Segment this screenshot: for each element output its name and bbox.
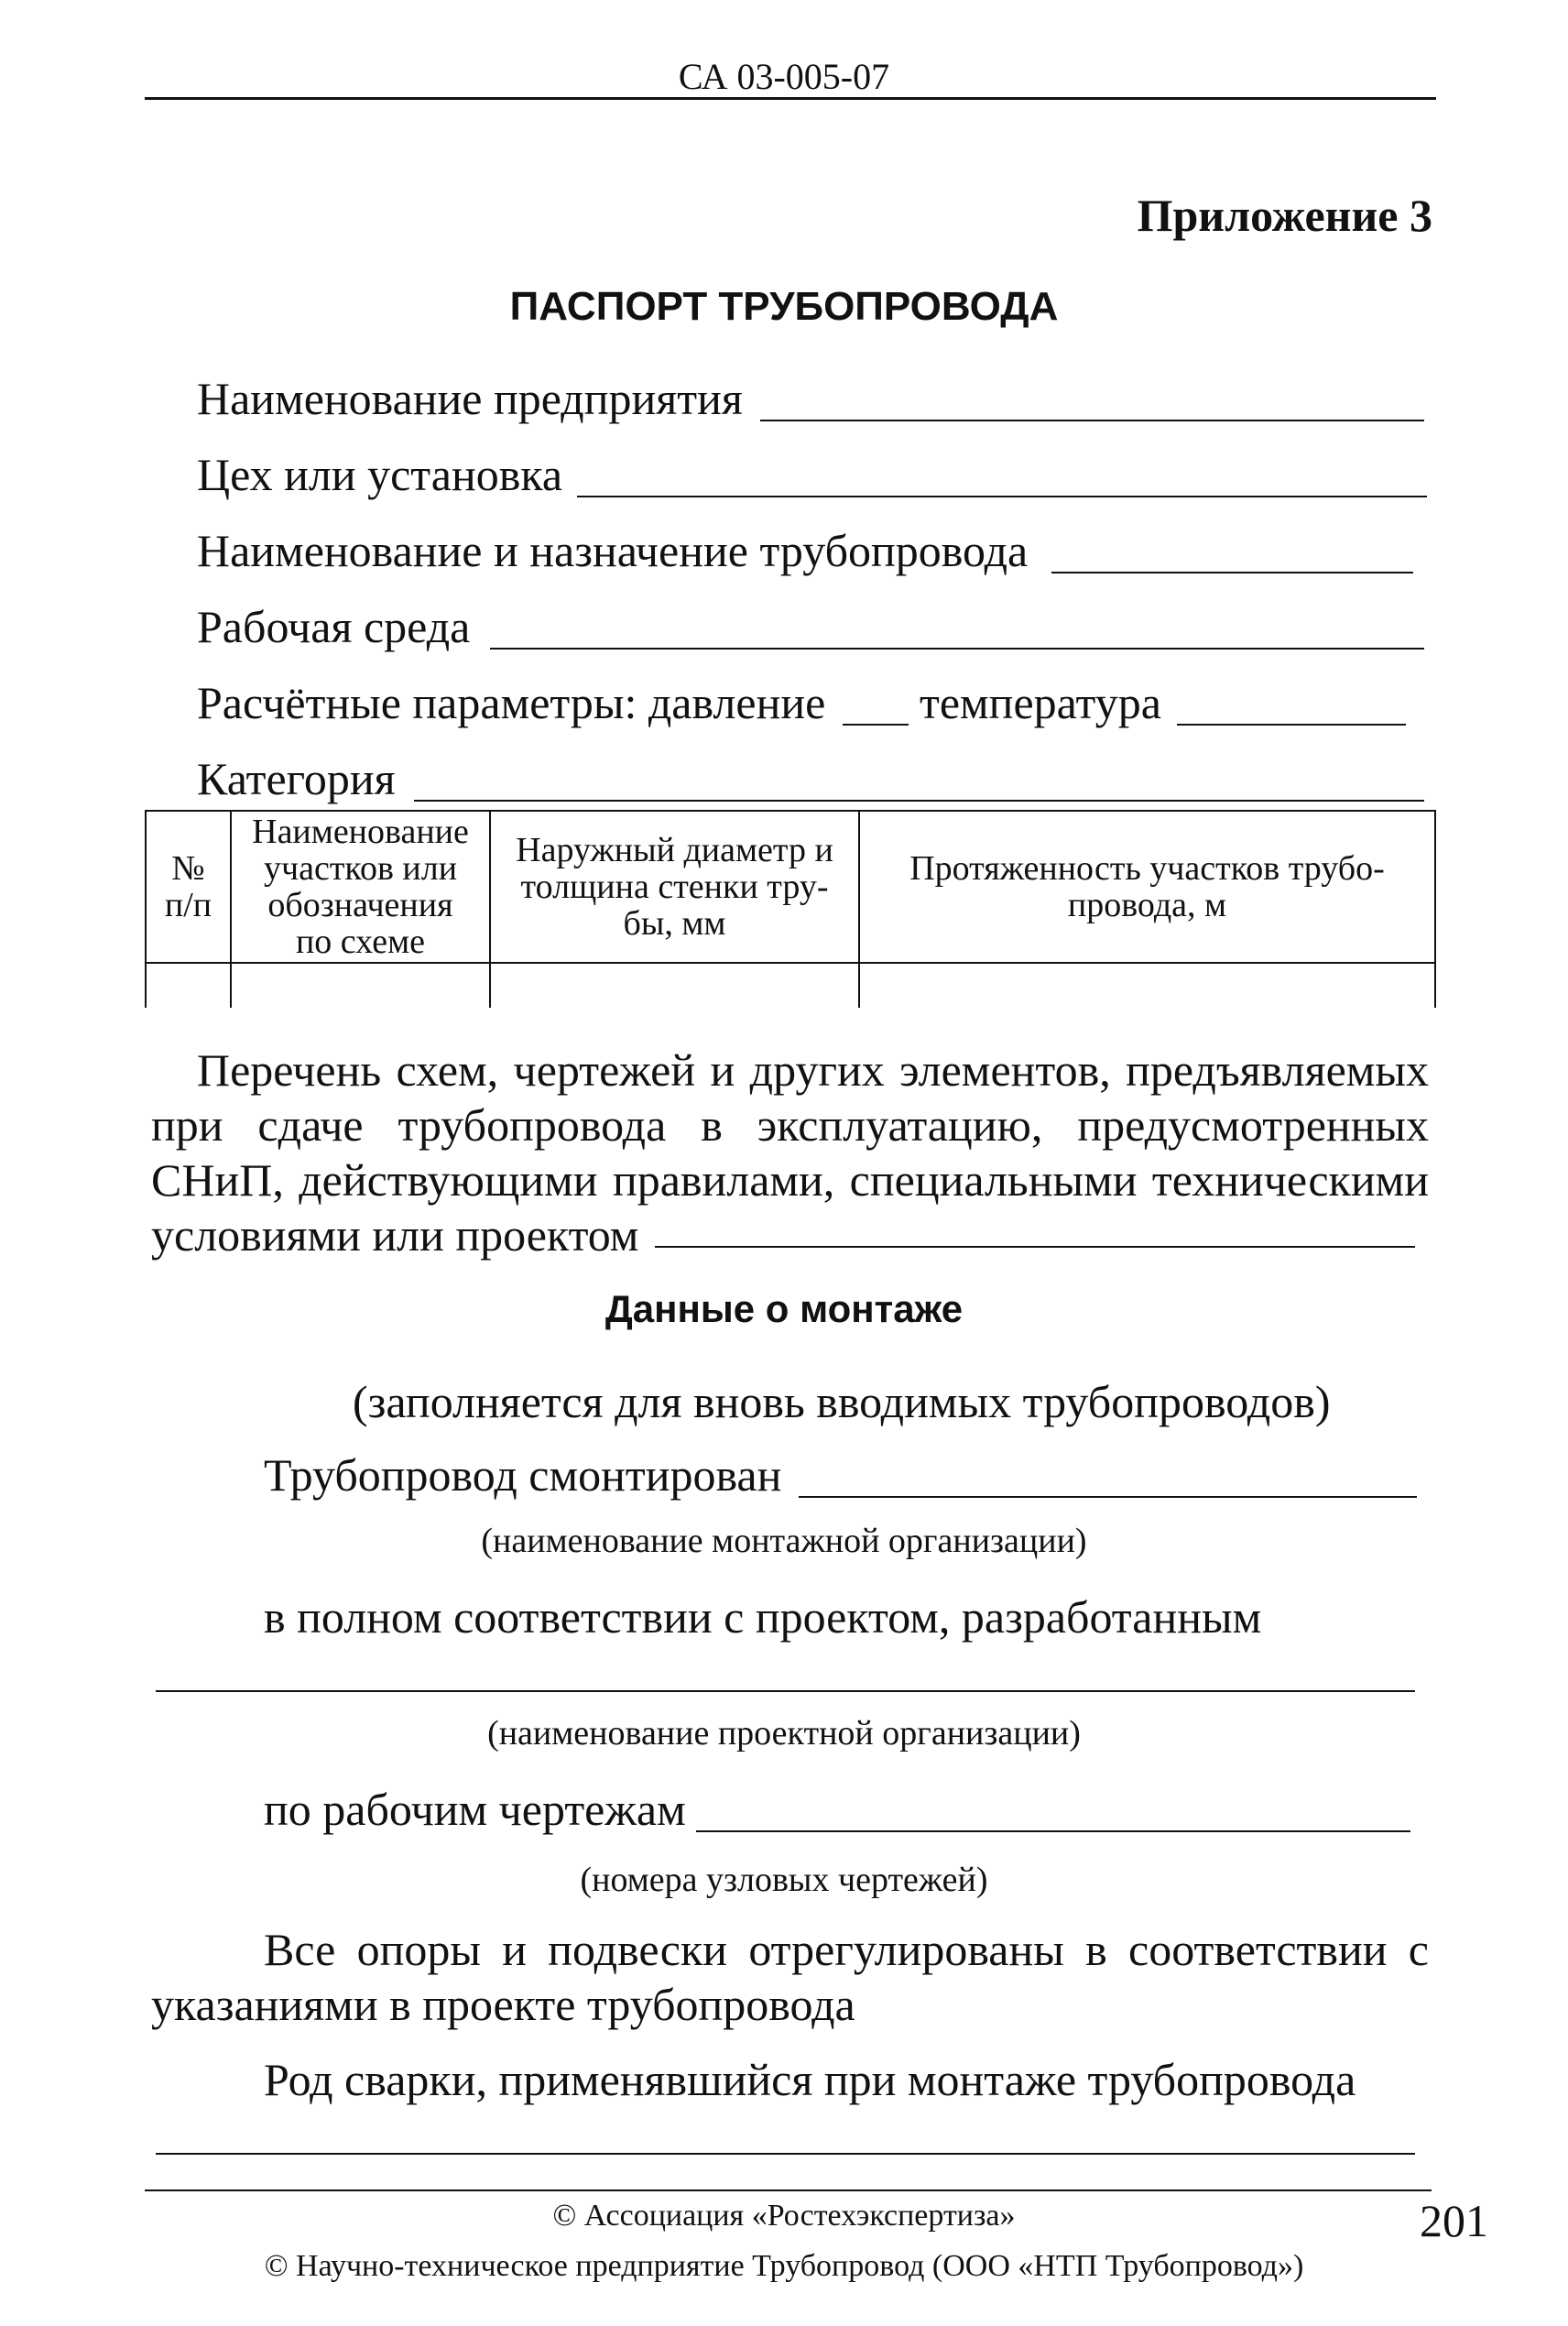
table-header-number: № п/п bbox=[146, 811, 231, 963]
field-pipeline-label: Наименование и назначение трубопровода bbox=[197, 525, 1029, 576]
field-workshop-line[interactable] bbox=[577, 496, 1427, 497]
table-header-section-name: Наименование участков или обозначения по схеме bbox=[231, 811, 490, 963]
field-enterprise-label: Наименование предприятия bbox=[197, 373, 743, 424]
pipeline-sections-table bbox=[145, 810, 1436, 1008]
field-medium-line[interactable] bbox=[490, 648, 1424, 650]
welding-text: Род сварки, применявшийся при монтаже трубопровода bbox=[264, 2054, 1356, 2105]
documents-fill-line[interactable] bbox=[655, 1246, 1415, 1248]
mounted-by-line[interactable] bbox=[799, 1496, 1417, 1498]
drawings-label: по рабочим чертежам bbox=[264, 1784, 686, 1835]
copyright-association: © Ассоциация «Ростехэкспертиза» bbox=[552, 2199, 1016, 2233]
documents-paragraph bbox=[151, 1043, 1429, 1262]
table-cell[interactable] bbox=[231, 963, 490, 1008]
project-caption: (наименование проектной организации) bbox=[487, 1714, 1081, 1753]
field-params-label: Расчётные параметры: давление bbox=[197, 677, 826, 728]
appendix-label: Приложение 3 bbox=[1137, 190, 1432, 241]
drawings-caption: (номера узловых чертежей) bbox=[580, 1861, 988, 1899]
installation-note: (заполняется для вновь вводимых трубопроводов) bbox=[353, 1376, 1331, 1427]
paragraph-line: при сдаче трубопровода в эксплуатацию, предусмотренных bbox=[151, 1099, 1429, 1151]
table-header-row bbox=[146, 811, 1435, 963]
project-org-line[interactable] bbox=[156, 1690, 1415, 1692]
page-number: 201 bbox=[1420, 2195, 1488, 2246]
paragraph-line: СНиП, действующими правилами, специальными техническими bbox=[151, 1154, 1429, 1206]
field-temperature-label: температура bbox=[920, 677, 1161, 728]
field-enterprise-line[interactable] bbox=[760, 420, 1424, 421]
table-cell[interactable] bbox=[490, 963, 859, 1008]
supports-paragraph bbox=[151, 1922, 1429, 2032]
paragraph-line: указаниями в проекте трубопровода bbox=[151, 1979, 855, 2030]
mounted-by-label: Трубопровод смонтирован bbox=[264, 1449, 782, 1501]
mounted-by-caption: (наименование монтажной организации) bbox=[481, 1522, 1087, 1560]
paragraph-line: Перечень схем, чертежей и других элементов, предъявляемых bbox=[197, 1044, 1429, 1096]
field-category-line[interactable] bbox=[414, 800, 1424, 802]
page-title: ПАСПОРТ ТРУБОПРОВОДА bbox=[509, 284, 1059, 329]
field-pressure-line[interactable] bbox=[843, 724, 909, 726]
per-project-text: в полном соответствии с проектом, разработанным bbox=[264, 1591, 1262, 1643]
table-header-length: Протяженность участков трубо- провода, м bbox=[859, 811, 1435, 963]
field-temperature-line[interactable] bbox=[1177, 724, 1406, 726]
table-row[interactable] bbox=[146, 963, 1435, 1008]
table-cell[interactable] bbox=[146, 963, 231, 1008]
footer-rule bbox=[145, 2189, 1432, 2191]
field-workshop-label: Цех или установка bbox=[197, 449, 563, 500]
welding-line[interactable] bbox=[156, 2153, 1415, 2155]
drawings-line[interactable] bbox=[696, 1830, 1410, 1832]
field-medium-label: Рабочая среда bbox=[197, 601, 471, 652]
table-cell[interactable] bbox=[859, 963, 1435, 1008]
document-code: СА 03-005-07 bbox=[678, 56, 890, 97]
copyright-company: © Научно-техническое предприятие Трубопровод (ООО «НТП Трубопровод») bbox=[264, 2249, 1304, 2283]
field-category-label: Категория bbox=[197, 753, 396, 804]
paragraph-line: Все опоры и подвески отрегулированы в соответствии с bbox=[264, 1924, 1429, 1975]
paragraph-line: условиями или проектом bbox=[151, 1209, 639, 1261]
table-header-diameter: Наружный диаметр и толщина стенки тру- бы, мм bbox=[490, 811, 859, 963]
installation-heading: Данные о монтаже bbox=[604, 1287, 964, 1330]
header-rule bbox=[145, 97, 1436, 100]
field-pipeline-line[interactable] bbox=[1051, 572, 1413, 573]
